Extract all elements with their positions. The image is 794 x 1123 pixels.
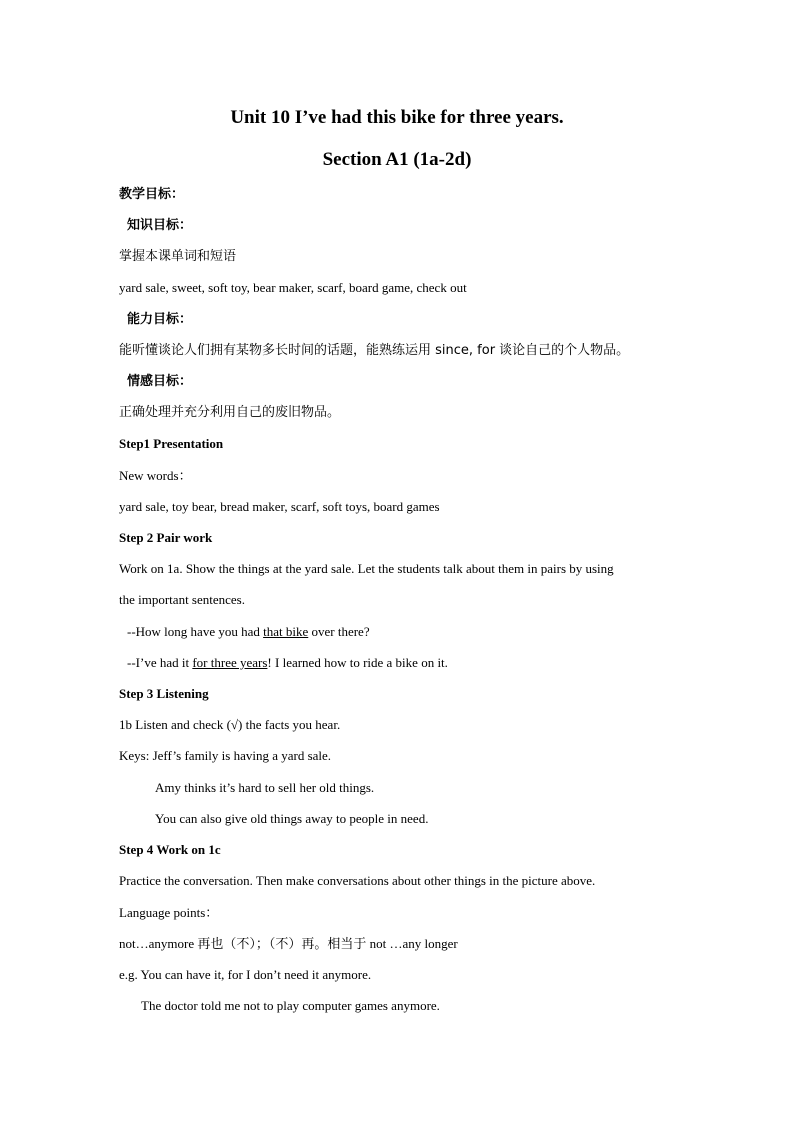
step4-heading: Step 4 Work on 1c — [119, 842, 221, 857]
dialog-line-1: --How long have you had that bike over there? — [127, 624, 370, 639]
new-words-label: New words： — [119, 468, 192, 483]
keys-line-3: You can also give old things away to people in need. — [155, 811, 429, 826]
new-words-list: yard sale, toy bear, bread maker, scarf, soft toys, board games — [119, 499, 440, 514]
keys-line-1: Keys: Jeff’s family is having a yard sale. — [119, 748, 332, 763]
underlined-phrase: for three years — [192, 655, 268, 670]
ability-heading: 能力目标： — [127, 312, 193, 327]
language-points-label: Language points： — [119, 905, 219, 920]
step4-text: Practice the conversation. Then make conversations about other things in the picture above. — [119, 873, 596, 888]
page-title: Unit 10 I’ve had this bike for three years. — [230, 107, 564, 128]
knowledge-heading: 知识目标： — [127, 218, 193, 233]
dialog-line-2: --I’ve had it for three years! I learned how to ride a bike on it. — [127, 655, 448, 670]
emotion-heading: 情感目标： — [127, 374, 193, 389]
step2-text-line2: the important sentences. — [119, 592, 245, 607]
example-line-2: The doctor told me not to play computer games anymore. — [141, 998, 440, 1013]
step2-heading: Step 2 Pair work — [119, 530, 213, 545]
section-title: Section A1 (1a-2d) — [322, 149, 472, 170]
example-line-1: e.g. You can have it, for I don’t need it anymore. — [119, 967, 372, 982]
step3-heading: Step 3 Listening — [119, 686, 209, 701]
keys-line-2: Amy thinks it’s hard to sell her old things. — [155, 780, 375, 795]
language-point: not…anymore 再也（不）；（不）再。相当于 not …any longer — [119, 936, 458, 952]
step1-heading: Step1 Presentation — [119, 436, 224, 451]
step3-instruction: 1b Listen and check (√) the facts you hear. — [119, 717, 341, 732]
underlined-phrase: that bike — [263, 624, 309, 639]
step2-text-line1: Work on 1a. Show the things at the yard sale. Let the students talk about them in pairs by using — [119, 561, 614, 576]
emotion-text: 正确处理并充分利用自己的废旧物品。 — [119, 405, 341, 420]
ability-text: 能听懂谈论人们拥有某物多长时间的话题，能熟练运用 since, for 谈论自己的个人物品。 — [119, 343, 630, 358]
objectives-heading: 教学目标： — [119, 187, 185, 202]
knowledge-words: yard sale, sweet, soft toy, bear maker, scarf, board game, check out — [119, 280, 467, 295]
knowledge-text: 掌握本课单词和短语 — [119, 249, 237, 264]
